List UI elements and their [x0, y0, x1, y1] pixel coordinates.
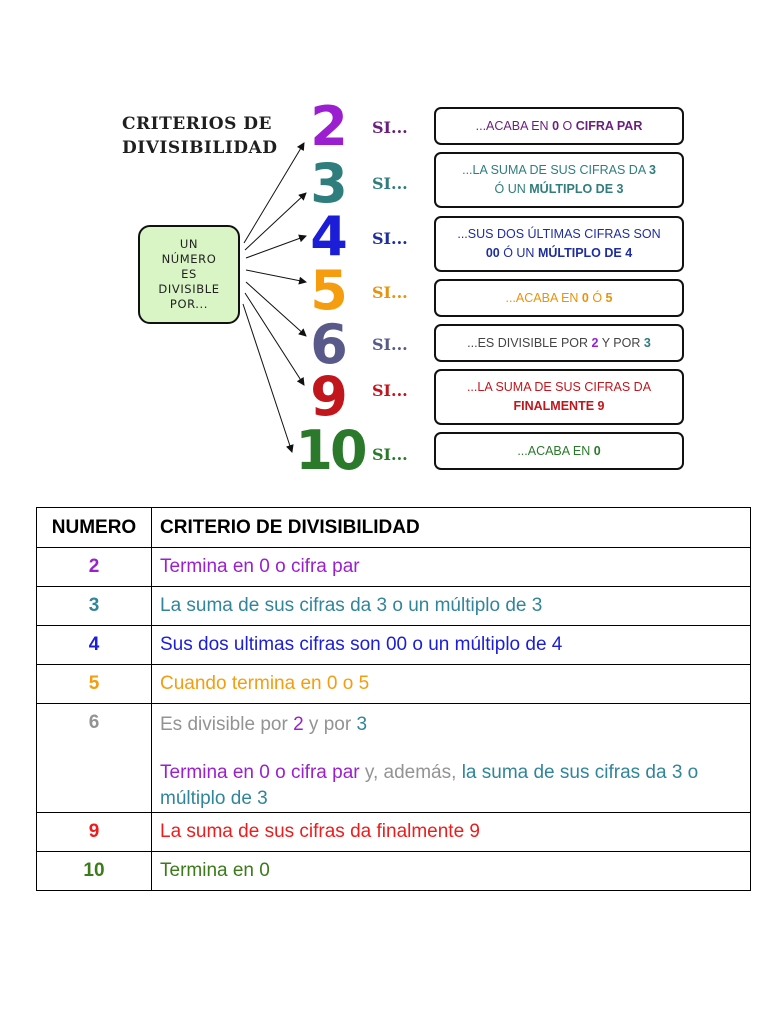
si-label-3: SI...	[372, 174, 408, 193]
table-row-4	[37, 626, 751, 665]
box3-text-c: Ó UN	[494, 182, 530, 196]
title-line-2: DIVISIBILIDAD	[122, 138, 278, 158]
box3-text-d: MÚLTIPLO DE 3	[529, 182, 624, 196]
criterion-box-3	[434, 152, 684, 208]
box5-text-c: Ó	[588, 290, 606, 305]
crit6-a-p3: y por	[303, 714, 357, 735]
center-line-1: UN	[179, 237, 199, 251]
arrow-to-9	[245, 293, 304, 385]
box10-text-b: 0	[593, 443, 601, 458]
criterion-box-9	[434, 369, 684, 425]
crit6-a-p2: 2	[293, 714, 304, 735]
row-number: 5	[37, 665, 152, 704]
row-criterion: La suma de sus cifras da finalmente 9	[152, 813, 751, 852]
box6-text-a: ...ES DIVISIBLE POR	[467, 335, 592, 350]
box5-text-a: ...ACABA EN	[505, 290, 582, 305]
criterion-box-2	[434, 107, 684, 145]
box2-text-c: O	[559, 118, 576, 133]
box3-text-b: 3	[648, 163, 656, 177]
si-label-9: SI...	[372, 381, 408, 400]
box6-text-c: Y POR	[598, 335, 644, 350]
table-row-6	[37, 704, 751, 813]
box4-text-d: MÚLTIPLO DE 4	[537, 246, 633, 260]
box4-text-a: ...SUS DOS ÚLTIMAS CIFRAS SON	[457, 227, 661, 241]
center-statement-box	[138, 225, 240, 324]
box4-text-c: Ó UN	[499, 246, 538, 260]
big-number-4: 4	[310, 205, 348, 268]
row-criterion: Sus dos ultimas cifras son 00 o un múltiplo de 4	[152, 626, 751, 665]
divisibility-table	[36, 507, 751, 891]
row-criterion: Termina en 0	[152, 852, 751, 891]
row-number: 9	[37, 813, 152, 852]
crit6-b-p3: la suma de sus cifras da 3 o múltiplo de 3	[160, 762, 699, 809]
box2-text-a: ...ACABA EN	[475, 118, 553, 133]
big-number-10: 10	[295, 419, 365, 482]
box5-text-d: 5	[605, 290, 613, 305]
criterion-box-5	[434, 279, 684, 317]
table-row-2	[37, 548, 751, 587]
crit6-a-p1: Es divisible por	[160, 714, 294, 735]
title-line-1: CRITERIOS DE	[122, 114, 273, 134]
row-criterion: Cuando termina en 0 o 5	[152, 665, 751, 704]
center-line-3: ES	[181, 267, 197, 281]
box5-text-b: 0	[581, 290, 589, 305]
row-number: 4	[37, 626, 152, 665]
table-row-5	[37, 665, 751, 704]
box6-text-b: 2	[591, 335, 599, 350]
box9-text-a: ...LA SUMA DE SUS CIFRAS DA	[466, 380, 652, 394]
box3-text-a: ...LA SUMA DE SUS CIFRAS DA	[462, 163, 649, 177]
si-label-2: SI...	[372, 118, 408, 137]
header-criterion: CRITERIO DE DIVISIBILIDAD	[152, 508, 751, 548]
table-header-row	[37, 508, 751, 548]
si-label-5: SI...	[372, 283, 408, 302]
arrow-to-2	[244, 143, 304, 243]
big-number-9: 9	[310, 365, 348, 428]
arrow-to-3	[245, 193, 306, 250]
row-criterion: Termina en 0 o cifra par	[152, 548, 751, 587]
crit6-b-p1: Termina en 0 o cifra par	[160, 762, 360, 783]
table-row-10	[37, 852, 751, 891]
row-number: 10	[37, 852, 152, 891]
si-label-6: SI...	[372, 335, 408, 354]
box10-text-a: ...ACABA EN	[517, 443, 594, 458]
si-label-10: SI...	[372, 445, 408, 464]
row-number: 3	[37, 587, 152, 626]
arrow-to-5	[246, 270, 306, 282]
crit6-b-p2: y, además,	[359, 762, 462, 783]
center-line-4: DIVISIBLE	[158, 282, 220, 296]
arrow-to-4	[246, 236, 306, 258]
box9-text-b: FINALMENTE 9	[513, 399, 605, 413]
arrow-to-10	[243, 304, 292, 452]
box2-text-b: 0	[552, 118, 560, 133]
row-number: 2	[37, 548, 152, 587]
table-row-9	[37, 813, 751, 852]
criterion-box-10	[434, 432, 684, 470]
box4-text-b: 00	[485, 246, 500, 260]
criterion-box-4	[434, 216, 684, 272]
crit6-a-p4: 3	[356, 714, 368, 735]
center-line-2: NÚMERO	[161, 252, 217, 266]
criterion-box-6	[434, 324, 684, 362]
si-label-4: SI...	[372, 229, 408, 248]
row-number: 6	[37, 704, 152, 813]
row-criterion: La suma de sus cifras da 3 o un múltiplo de 3	[152, 587, 751, 626]
box6-text-d: 3	[643, 335, 651, 350]
table-row-3	[37, 587, 751, 626]
big-number-2: 2	[310, 95, 348, 158]
row-criterion	[152, 704, 751, 813]
divisibility-infographic	[0, 0, 768, 500]
big-number-6: 6	[310, 313, 348, 376]
big-number-3: 3	[310, 152, 348, 215]
header-number: NUMERO	[37, 508, 152, 548]
big-number-5: 5	[310, 259, 348, 322]
box2-text-d: CIFRA PAR	[575, 118, 643, 133]
center-line-5: POR...	[169, 297, 209, 311]
